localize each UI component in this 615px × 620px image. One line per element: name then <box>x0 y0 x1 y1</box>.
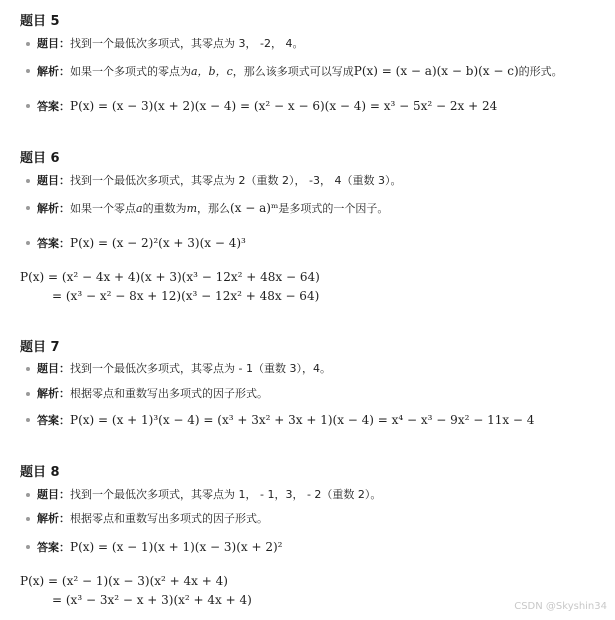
bullet <box>26 206 30 210</box>
bullet <box>26 517 30 521</box>
bullet <box>26 42 30 46</box>
expansion-line-1: P(x) = (x² − 1)(x − 3)(x² + 4x + 4) <box>20 574 228 588</box>
bullet <box>26 179 30 183</box>
problem-6-expansion <box>20 268 320 306</box>
bullet <box>26 367 30 371</box>
bullet <box>26 241 30 245</box>
expansion-line-2: = (x³ − 3x² − x + 3)(x² + 4x + 4) <box>52 593 252 607</box>
bullet <box>26 104 30 108</box>
problem-8-expansion <box>20 572 252 610</box>
expansion-line-1: P(x) = (x² − 4x + 4)(x + 3)(x³ − 12x² + 48x − 64) <box>20 270 320 284</box>
problem-8-heading: 题目 8 <box>20 465 60 480</box>
problem-6-heading: 题目 6 <box>20 151 60 166</box>
bullet <box>26 493 30 497</box>
bullet <box>26 545 30 549</box>
bullet <box>26 392 30 396</box>
bullet <box>26 69 30 73</box>
document-page: 题目 5 题目：找到一个最低次多项式，其零点为 3， -2， 4。 解析：如果一个多项式的零点为a，b，c，那么该多项式可以写成P(x) = (x − a)(x − b)(x − c)的形式。 答案：P(x) = (x − 3)(x + 2)(x − 4) = (x² − x − 6)(x − 4) = x³ − 5x² − 2x + 24 题目 6 题目：找到一个最低次多项式，其零点为 2（重数 2）， -3， 4（重数 3）。 解析：如果一个零点a的重数为m，那么(x − a)ᵐ是多项式的一个因子。 答案：P(x) = (x − 2)²(x + 3)(x − 4)³ P(x) = (x² − 4x + 4)(x + 3)(x³ − 12x² + 48x − 64) = (x³ − x² − 8x + 12)(x³ − 12x² + 48x − 64) 题目 7 题目：找到一个最低次多项式，其零点为 - 1（重数 3），4。 解析：根据零点和重数写出多项式的因子形式。 答案：P(x) = (x + 1)³(x − 4) = (x³ + 3x² + 3x + 1)(x − 4) = x⁴ − x³ − 9x² − 11x − 4 题目 8 题目：找到一个最低次多项式，其零点为 1， - 1，3， - 2（重数 2）。 解析：根据零点和重数写出多项式的因子形式。 答案：P(x) = (x − 1)(x + 1)(x − 3)(x + 2)² P(x) = (x² − 1)(x − 3)(x² + 4x + 4) = (x³ − 3x² − x + 3)(x² + 4x + 4) CSDN @Skyshin34 <box>0 0 615 620</box>
watermark: CSDN @Skyshin34 <box>514 601 607 612</box>
problem-5-heading: 题目 5 <box>20 14 60 29</box>
expansion-line-2: = (x³ − x² − 8x + 12)(x³ − 12x² + 48x − 64) <box>52 289 320 303</box>
bullet <box>26 418 30 422</box>
problem-7-heading: 题目 7 <box>20 340 60 355</box>
